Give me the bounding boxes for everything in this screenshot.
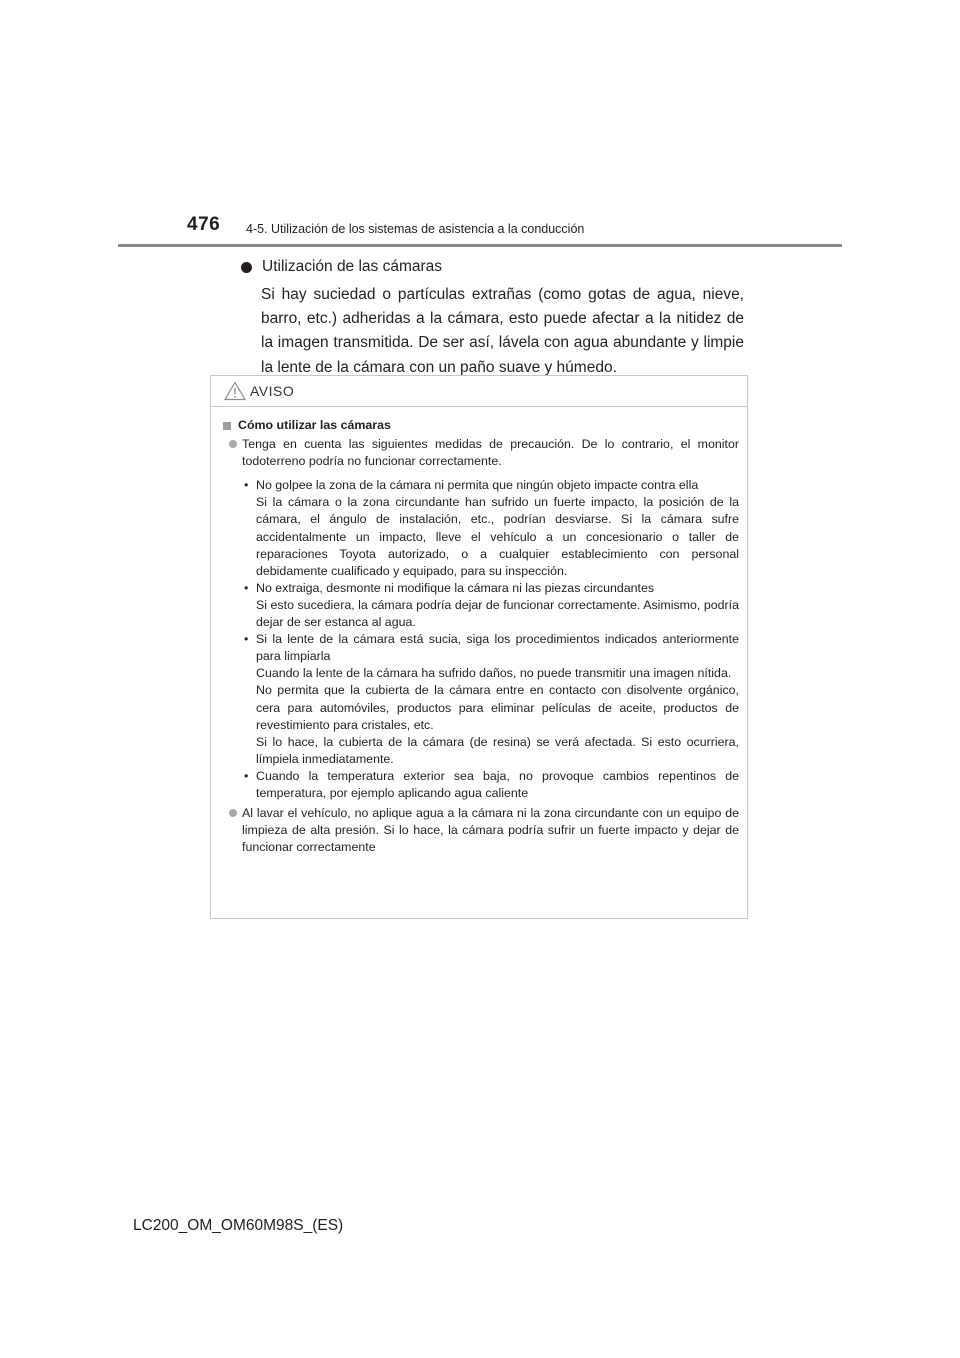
section-title: 4-5. Utilización de los sistemas de asistencia a la conducción xyxy=(246,222,585,236)
list-item xyxy=(223,580,739,631)
warning-subheading-text: Cómo utilizar las cámaras xyxy=(238,418,391,432)
main-heading xyxy=(241,255,744,279)
list-item-line: Cuando la temperatura exterior sea baja, no provoque cambios repentinos de temperatura, por ejemplo aplicando agua caliente xyxy=(256,768,739,800)
warning-body xyxy=(211,407,747,856)
warning-item-text: Al lavar el vehículo, no aplique agua a la cámara ni la zona circundante con un equipo de limpieza de alta presión. Si lo hace, la cámara podría sufrir un fuerte impacto y dejar de funcionar correctamente xyxy=(242,806,739,855)
list-item xyxy=(223,477,739,580)
list-item-line: Si la cámara o la zona circundante han sufrido un fuerte impacto, la posición de la cámara, el ángulo de instalación, etc., podrían desviarse. Si la cámara sufre accidentalmente un impacto, lleve el vehículo a un concesionario o taller de reparaciones Toyota autorizado, o a cualquier establecimiento con personal debidamente cualificado y equipado, para su inspección. xyxy=(256,495,739,578)
main-paragraph: Si hay suciedad o partículas extrañas (como gotas de agua, nieve, barro, etc.) adheridas a la cámara, esto puede afectar a la nitidez de la imagen transmitida. De ser así, lávela con agua abundante y limpie la lente de la cámara con un paño suave y húmedo. xyxy=(261,286,744,376)
warning-title: AVISO xyxy=(250,383,295,399)
list-item-line: Si lo hace, la cubierta de la cámara (de resina) se verá afectada. Si esto ocurriera, límpiela inmediatamente. xyxy=(256,734,739,766)
bullet-dot-icon xyxy=(241,262,252,273)
warning-item xyxy=(223,805,739,856)
list-item xyxy=(223,768,739,802)
list-item-line: No golpee la zona de la cámara ni permita que ningún objeto impacte contra ella xyxy=(256,478,699,493)
warning-triangle-icon xyxy=(224,381,246,401)
middot-bullet-icon: • xyxy=(244,768,249,783)
warning-item xyxy=(223,436,739,470)
square-bullet-icon xyxy=(223,422,231,430)
list-item-line: No permita que la cubierta de la cámara entre en contacto con disolvente orgánico, cera para automóviles, productos para eliminar películas de aceite, productos de revestimiento para cristales, etc. xyxy=(256,683,739,732)
main-section xyxy=(241,255,744,380)
middot-bullet-icon: • xyxy=(244,580,249,595)
precaution-list xyxy=(223,477,739,802)
circle-bullet-icon xyxy=(229,809,237,817)
warning-item-text: Tenga en cuenta las siguientes medidas de precaución. De lo contrario, el monitor todoterreno podría no funcionar correctamente. xyxy=(242,437,739,469)
list-item-line: Si esto sucediera, la cámara podría dejar de funcionar correctamente. Asimismo, podría dejar de ser estanca al agua. xyxy=(256,597,739,630)
warning-box xyxy=(210,375,748,919)
list-item xyxy=(223,631,739,768)
middot-bullet-icon: • xyxy=(244,478,249,493)
list-item-line: No extraiga, desmonte ni modifique la cámara ni las piezas circundantes xyxy=(256,580,655,595)
list-item-line: Si la lente de la cámara está sucia, siga los procedimientos indicados anteriormente para limpiarla xyxy=(256,632,739,664)
main-heading-text: Utilización de las cámaras xyxy=(262,258,443,275)
footer-code: LC200_OM_OM60M98S_(ES) xyxy=(133,1217,344,1234)
warning-header xyxy=(211,376,747,407)
list-item-line: Cuando la lente de la cámara ha sufrido daños, no puede transmitir una imagen nítida. xyxy=(256,666,732,681)
page-number: 476 xyxy=(187,214,221,235)
middot-bullet-icon: • xyxy=(244,632,249,647)
header-rule xyxy=(118,244,842,247)
circle-bullet-icon xyxy=(229,440,237,448)
warning-subheading xyxy=(223,417,739,434)
